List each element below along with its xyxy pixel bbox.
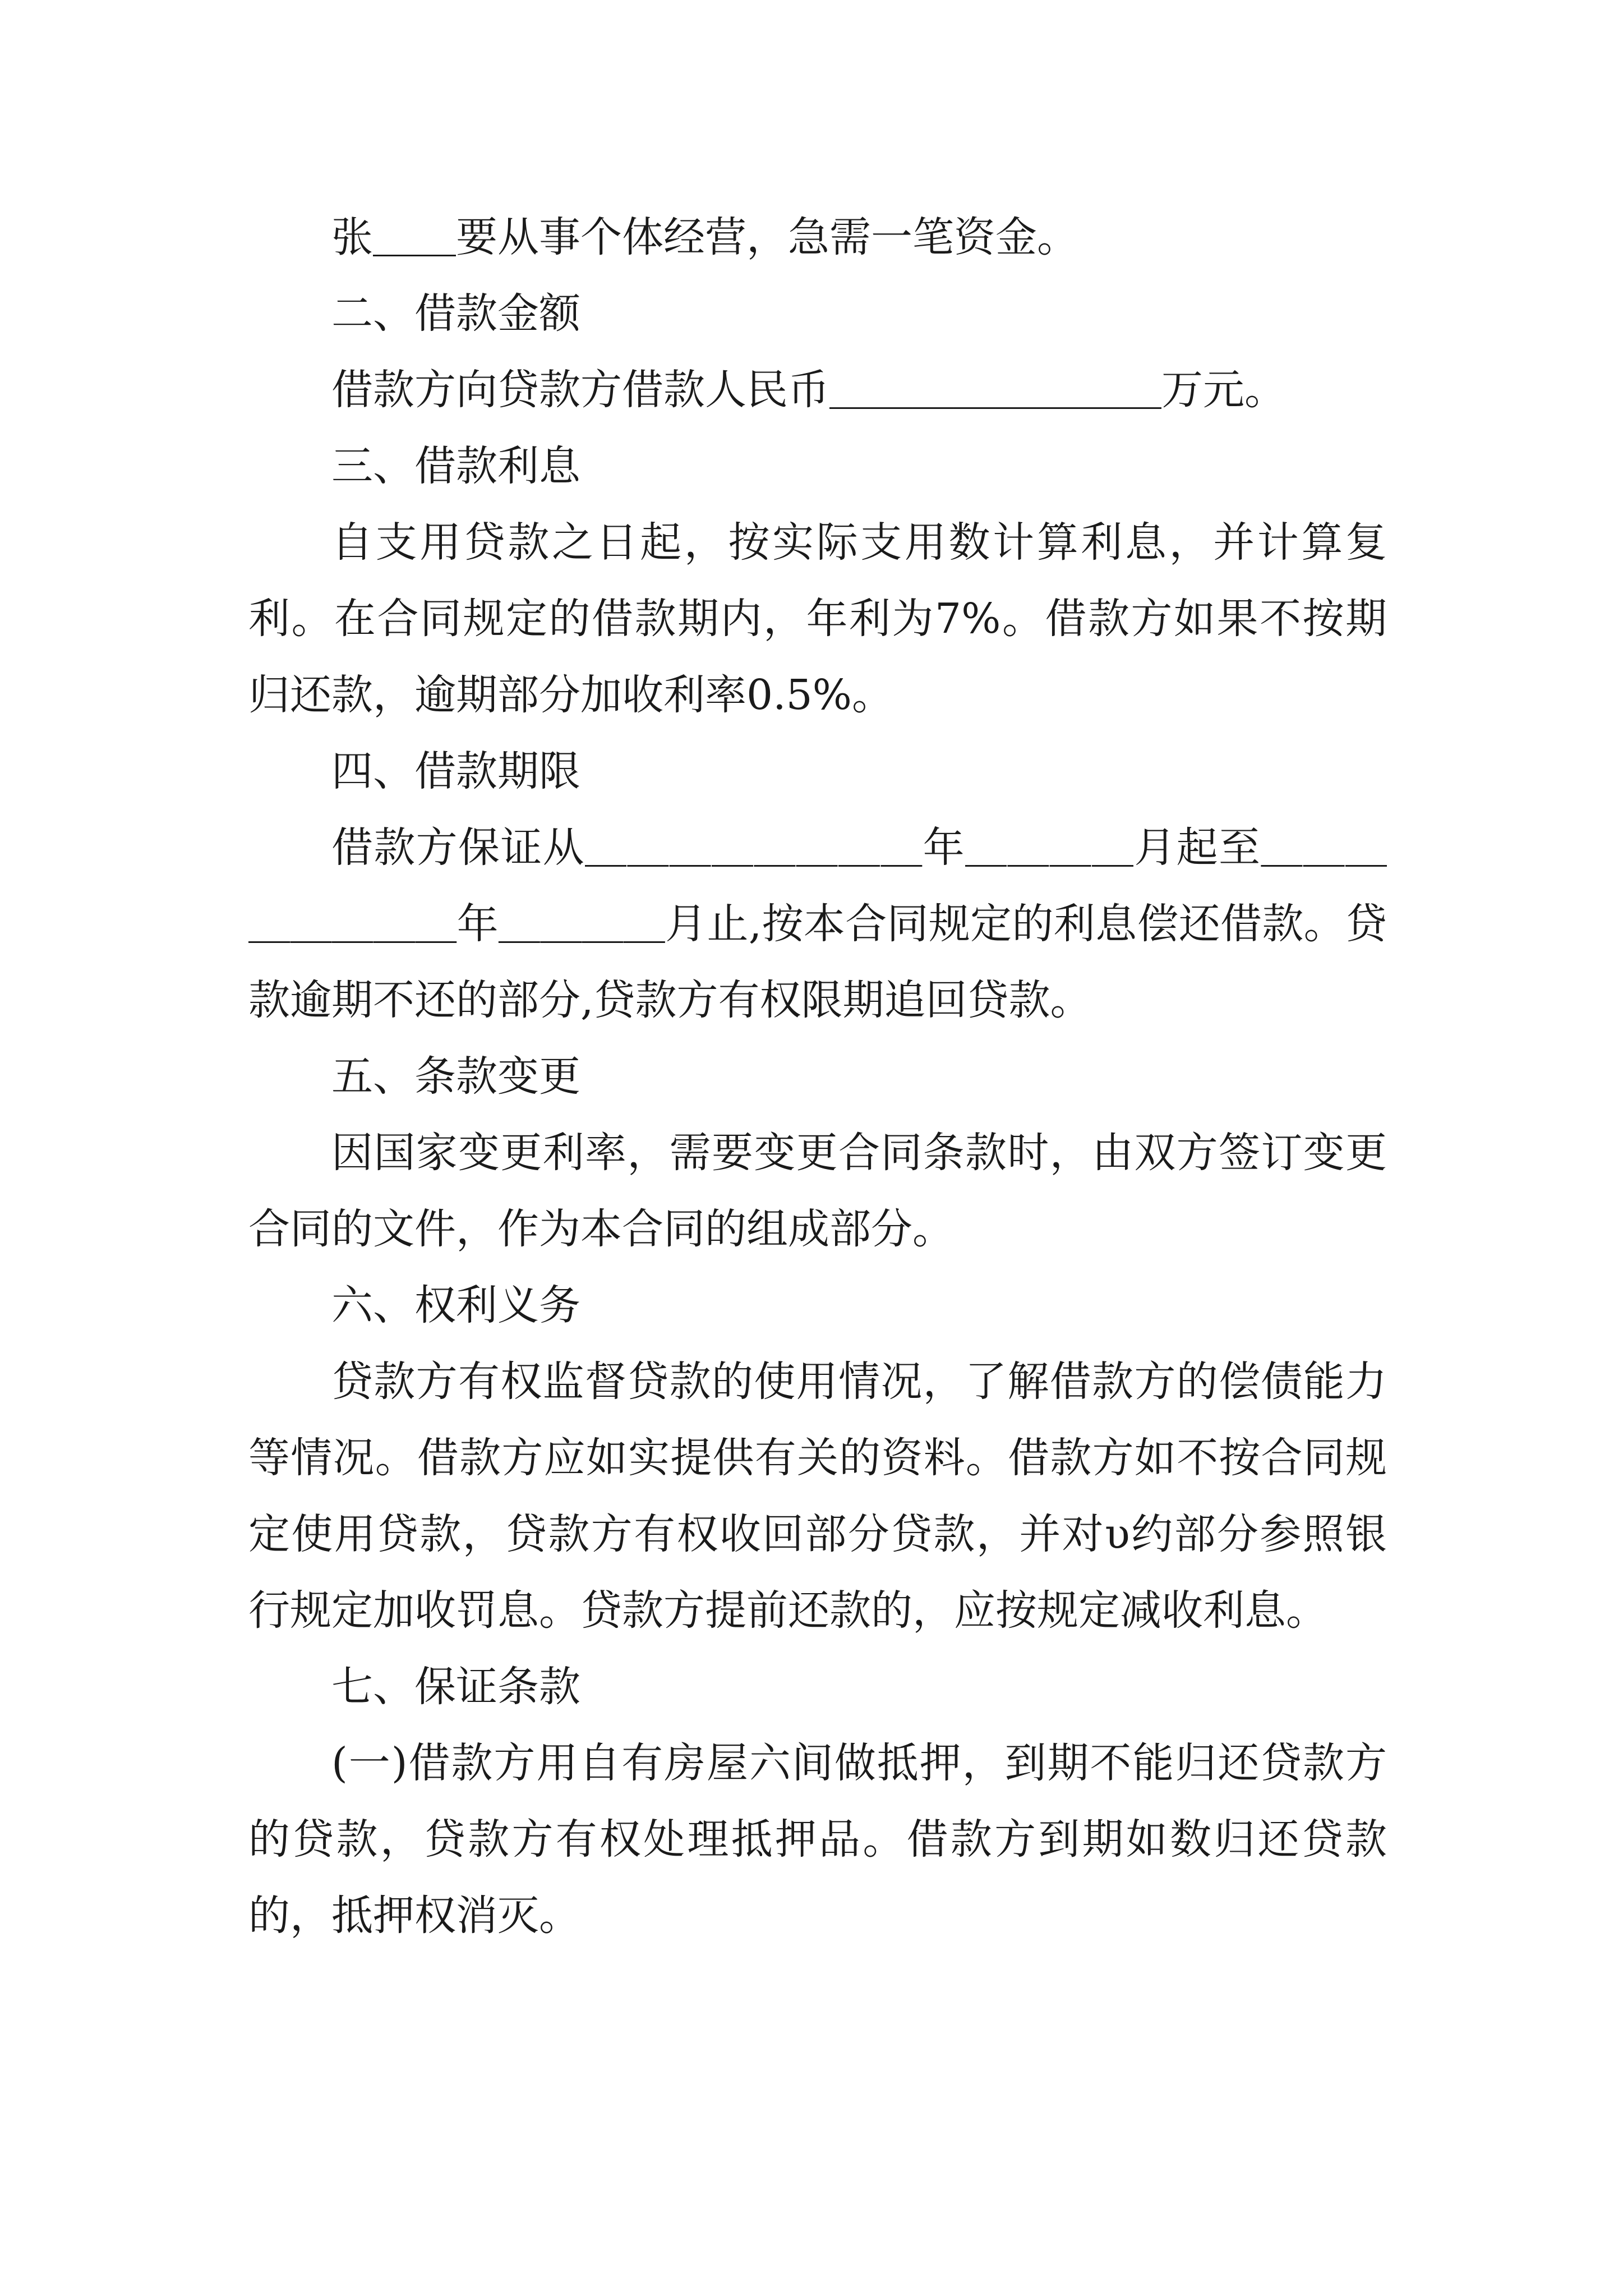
- heading-rights-obligations: 六、权利义务: [331, 1281, 580, 1329]
- paragraph-rights-obligations: 贷款方有权监督贷款的使用情况，了解借款方的偿债能力等情况。借款方应如实提供有关的资料。借款方如不按合同规定使用贷款，贷款方有权收回部分贷款，并对υ约部分参照银行规定加收罚息。贷款方提前还款的，应按规定减收利息。: [248, 1358, 1387, 1635]
- heading-loan-interest: 三、借款利息: [331, 442, 580, 490]
- paragraph-clause-change: 因国家变更利率，需要变更合同条款时，由双方签订变更合同的文件，作为本合同的组成部分。: [248, 1129, 1387, 1253]
- heading-guarantee-clause: 七、保证条款: [331, 1663, 580, 1711]
- heading-loan-term: 四、借款期限: [331, 747, 580, 795]
- paragraph-purpose: 张＿＿要从事个体经营，急需一笔资金。: [331, 213, 1078, 261]
- heading-loan-amount: 二、借款金额: [331, 289, 580, 338]
- paragraph-guarantee-clause: (一)借款方用自有房屋六间做抵押，到期不能归还贷款方的贷款，贷款方有权处理抵押品。借款方到期如数归还贷款的，抵押权消灭。: [248, 1739, 1387, 1940]
- paragraph-loan-amount: 借款方向贷款方借款人民币＿＿＿＿＿＿＿＿万元。: [331, 366, 1286, 414]
- document-body: [248, 199, 1387, 1954]
- paragraph-loan-interest: 自支用贷款之日起，按实际支用数计算利息，并计算复利。在合同规定的借款期内，年利为7%。借款方如果不按期归还款，逾期部分加收利率0.5%。: [248, 518, 1387, 719]
- paragraph-loan-term: 借款方保证从＿＿＿＿＿＿＿＿年＿＿＿＿月起至＿＿＿＿＿＿＿＿年＿＿＿＿月止,按本合同规定的利息偿还借款。贷款逾期不还的部分,贷款方有权限期追回贷款。: [248, 823, 1387, 1024]
- heading-clause-change: 五、条款变更: [331, 1052, 580, 1101]
